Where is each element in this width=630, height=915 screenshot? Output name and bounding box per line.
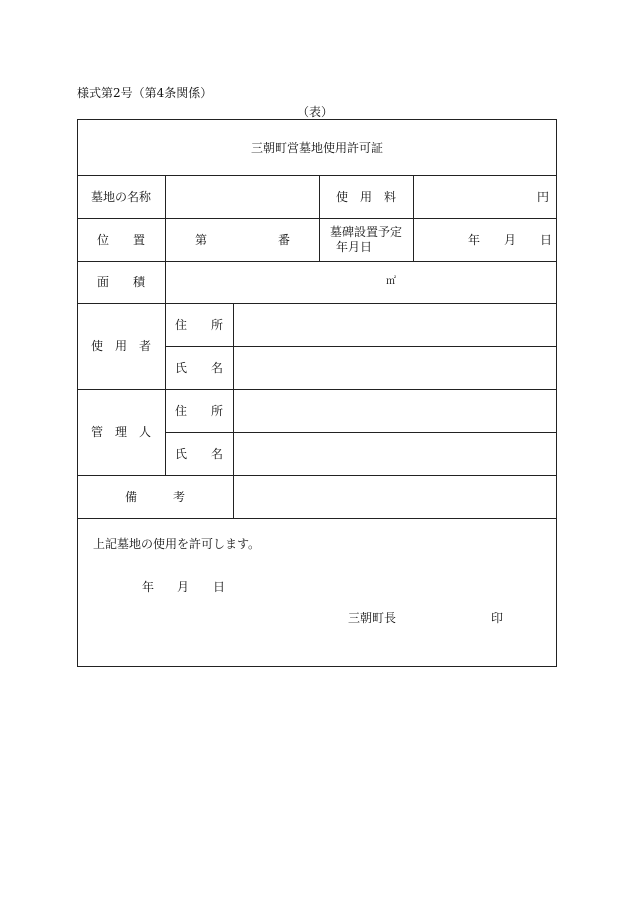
seal-mark: 印 — [491, 611, 504, 625]
row-divider — [77, 175, 557, 176]
tombstone-year: 年 — [468, 233, 481, 247]
grave-name-label: 墓地の名称 — [90, 190, 151, 204]
user-label: 使 用 者 — [90, 339, 151, 353]
row-divider — [77, 475, 557, 476]
manager-label: 管 理 人 — [90, 425, 151, 439]
permission-text: 上記墓地の使用を許可します。 — [93, 537, 261, 551]
row-divider — [77, 303, 557, 304]
column-divider — [413, 175, 414, 261]
row-divider — [77, 518, 557, 519]
row-divider — [77, 389, 557, 390]
tombstone-date-label: 墓碑設置予定 — [329, 225, 402, 239]
row-divider — [165, 432, 557, 433]
location-dai: 第 — [195, 233, 208, 247]
form-number: 様式第2号（第4条関係） — [77, 86, 213, 100]
fee-label: 使 用 料 — [335, 190, 396, 204]
row-divider — [77, 218, 557, 219]
mayor-label: 三朝町長 — [348, 611, 397, 625]
tombstone-day: 日 — [540, 233, 553, 247]
front-side-label: （表） — [296, 105, 333, 119]
issue-year: 年 — [142, 580, 155, 594]
issue-month: 月 — [177, 580, 190, 594]
manager-address-label: 住 所 — [174, 404, 223, 418]
certificate-title: 三朝町営墓地使用許可証 — [250, 141, 383, 155]
row-divider — [165, 346, 557, 347]
tombstone-month: 月 — [504, 233, 517, 247]
location-label: 位 置 — [96, 233, 145, 247]
manager-name-label: 氏 名 — [174, 447, 223, 461]
remarks-label: 備 考 — [124, 490, 185, 504]
area-label: 面 積 — [96, 275, 145, 289]
area-unit: ㎡ — [386, 276, 396, 287]
user-name-label: 氏 名 — [174, 361, 223, 375]
location-ban: 番 — [278, 233, 291, 247]
row-divider — [77, 261, 557, 262]
fee-unit: 円 — [537, 190, 550, 204]
column-divider — [233, 303, 234, 518]
issue-day: 日 — [213, 580, 226, 594]
user-address-label: 住 所 — [174, 318, 223, 332]
tombstone-date-label-2: 年月日 — [335, 240, 372, 254]
